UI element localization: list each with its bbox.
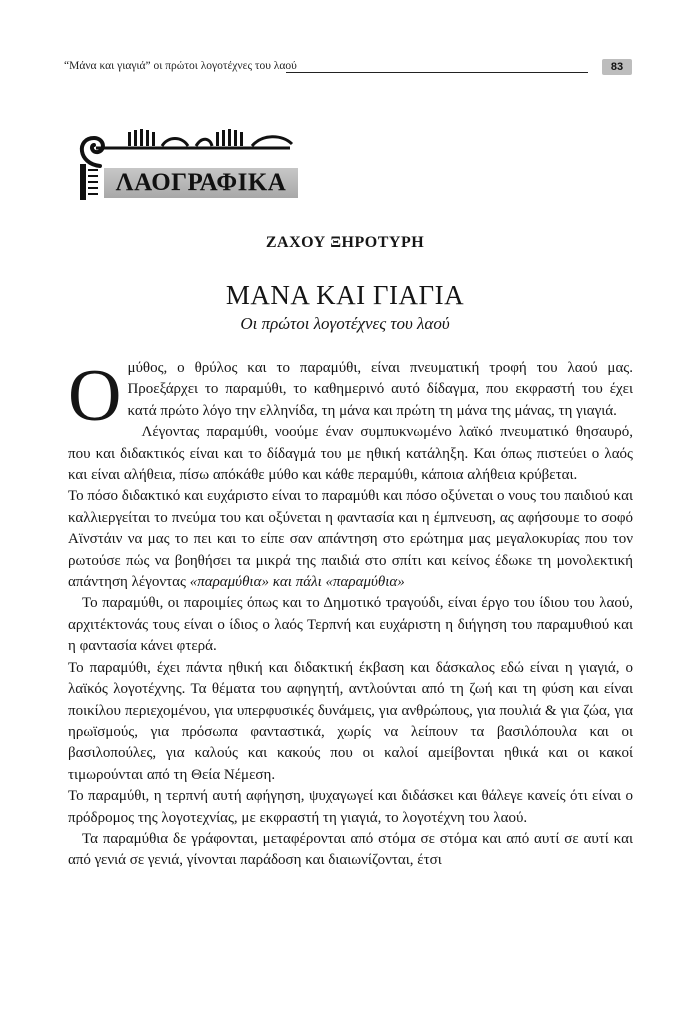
paragraph: Τα παραμύθια δε γράφονται, μεταφέρονται από στόμα σε στόμα και από αυτί σε αυτί και από γενιά σε γενιά, γίνονται παράδοση και διαιωνίζονται, έτσι — [68, 830, 633, 869]
quote-text: «παραμύθια» και πάλι «παραμύθια» — [189, 574, 405, 591]
paragraph — [68, 486, 633, 593]
running-title: “Μάνα και γιαγιά” οι πρώτοι λογοτέχνες του λαού — [64, 60, 297, 72]
paragraph: Λέγοντας παραμύθι, νοούμε έναν συμπυκνωμένο λαϊκό πνευματικό θησαυρό, που και διδακτικός είναι και το δίδαγμά του με ηθική κατάληξη. Και όπως πιστεύει ο λαός και είναι αλήθεια, πίσω απόκάθε μύθο και κάθε περαμύθι, κάποια αλήθεια κρύβεται. — [68, 424, 633, 484]
article-title: ΜΑΝΑ ΚΑΙ ΓΙΑΓΙΑ — [225, 280, 465, 310]
article-author: ΖΑΧΟΥ ΞΗΡΟΤΥΡΗ — [265, 234, 425, 251]
paragraph — [68, 355, 633, 437]
running-header — [64, 58, 632, 80]
paragraph-text: μύθος, ο θρύλος και το παραμύθι, είναι πνευματική τροφή του λαού μας. Προεξάρχει το παραμύθι, το καθημερινό αυτό δίδαγμα, που εκφραστή του έχει κατά πρώτο λόγο την ελληνίδα, τη μάνα και πρώτη τη μάνα της μάνας, τη γιαγιά. — [127, 360, 633, 419]
paragraph-text: Το πόσο διδακτικό και ευχάριστο είναι το παραμύθι και πόσο οξύνεται ο νους του παιδιού και καλλιεργείται το πνεύμα του και οξύνεται η φαντασία και η έμπνευση, ας αφήσουμε το σοφό Αϊνστάιν να μας το πει και το είπε σαν απάντηση στο ερώτημα μας μεγαλοκυρίας που τον ρωτούσε πώς να βοηθήσει τα μικρά της παιδιά στο σπίτι και κείνος έδωκε τη μονολεκτική απάντηση λέγοντας — [68, 488, 633, 591]
section-banner — [70, 126, 302, 202]
paragraph: Το παραμύθι, οι παροιμίες όπως και το Δημοτικό τραγούδι, είναι έργο του ίδιου του λαού, αρχιτέκτονάς τους είναι ο ίδιος ο λαός Τερπνή και ευχάριστη η διήγηση του παραμυθιού και η φαντασία κάνει φτερά. — [68, 595, 633, 655]
page-number: 83 — [602, 59, 632, 75]
paragraph: Το παραμύθι, η τερπνή αυτή αφήγηση, ψυχαγωγεί και διδάσκει και θάλεγε κανείς ότι είναι ο πρόδρομος της λογοτεχνίας, με εκφραστή τη γιαγιά, το λογοτέχνη του λαού. — [68, 788, 633, 826]
article-subtitle: Οι πρώτοι λογοτέχνες του λαού — [240, 314, 450, 333]
section-label: ΛΑΟΓΡΑΦΙΚΑ — [104, 168, 298, 198]
article-body — [68, 355, 633, 872]
header-rule — [286, 72, 588, 73]
drop-cap: Ο — [68, 355, 122, 437]
paragraph: Το παραμύθι, έχει πάντα ηθική και διδακτική έκβαση και δάσκαλος εδώ είναι η γιαγιά, ο λαϊκός λογοτέχνης. Τα θέματα του αφηγητή, αντλούνται από τη ζωή και τη φύση και είναι ποικίλου περιεχομένου, για υπερφυσικές δυνάμεις, για ανθρώπους, για πουλιά & για ζώα, για ηρωϊσμούς, για πρόσωπα φανταστικά, χωρίς να λείπουν τα βασιλόπουλα και οι βασιλοπούλες, για καλούς και κακούς που οι καλοί αμείβονται ηθικά και οι κακοί τιμωρούνται από τη Θεία Νέμεση. — [68, 659, 633, 783]
